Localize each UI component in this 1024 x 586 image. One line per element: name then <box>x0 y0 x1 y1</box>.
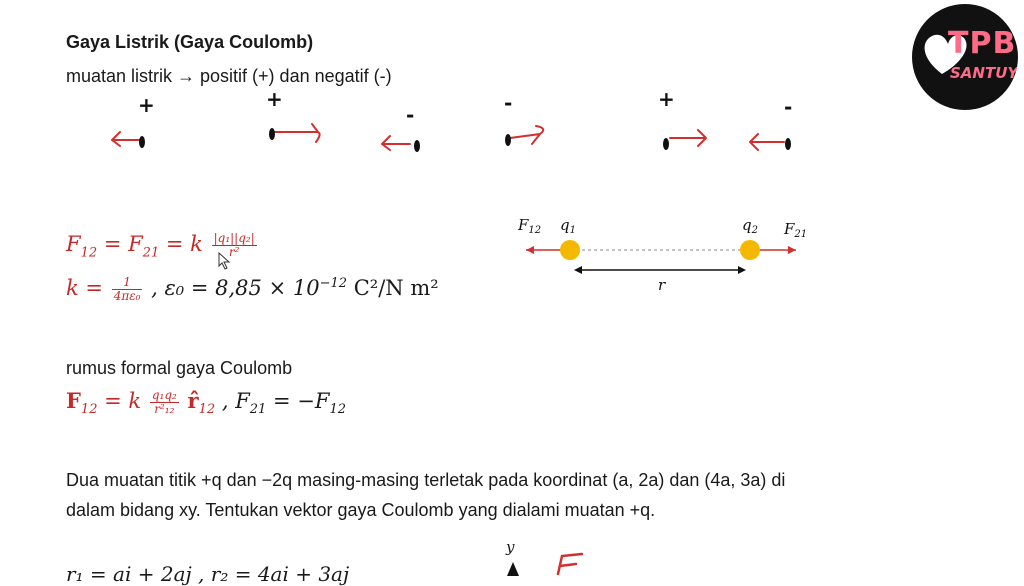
fraction-numerator: |q₁||q₂| <box>213 231 255 245</box>
arrow-left-2 <box>382 136 410 150</box>
charge-dot-6 <box>785 138 791 150</box>
problem-line-1: Dua muatan titik +q dan −2q masing-masing terletak pada koordinat (a, 2a) dan (4a, 3a) di <box>66 470 786 490</box>
charges-diagram <box>500 210 840 300</box>
arrow-left-1 <box>112 132 140 146</box>
fraction-denominator: r² <box>228 245 240 260</box>
vector-coulomb-formula: $F_{12} = k$ $\frac{\text{q₁q₂}}{\text{r²₁₂}}$ $r̂_{12}$ , $F_{21} = -F_{12}$ <box>66 387 347 418</box>
charge-dot-3 <box>414 140 420 152</box>
channel-logo: TPB SANTUY <box>912 4 1018 110</box>
charge-dot-5 <box>663 138 669 150</box>
charge-sign: + <box>138 93 155 117</box>
label-q1: $q_1$ <box>560 216 576 236</box>
page-title: Gaya Listrik (Gaya Coulomb) <box>66 32 314 52</box>
force-arrow-f21 <box>788 246 796 254</box>
charge-sign: - <box>504 92 513 115</box>
label-q2: $q_2$ <box>742 216 758 236</box>
charge-types-line: muatan listrik → positif (+) dan negatif (-) <box>66 66 392 86</box>
mouse-cursor-icon <box>218 252 232 270</box>
k-constant-formula: k = $\frac{1}{\text{4πε₀}}$ , $\varepsilon_0 = 8,85 \times 10^{-12}$ C²/N m² <box>66 275 439 304</box>
label-f21: $F_{21}$ <box>784 220 808 240</box>
force-arrow-f12 <box>526 246 534 254</box>
position-vectors-partial: r₁ = ai + 2aj , r₂ = 4ai + 3aj <box>66 562 350 586</box>
label-f12: $F_{12}$ <box>518 216 542 236</box>
charge-sign: - <box>406 103 415 127</box>
formal-label: rumus formal gaya Coulomb <box>66 358 293 378</box>
arrow-right-1 <box>272 124 320 142</box>
charge-sign: + <box>658 92 675 111</box>
problem-line-2: dalam bidang xy. Tentukan vektor gaya Coulomb yang dialami muatan +q. <box>66 500 656 520</box>
coulomb-formula: $F_{12} = F_{21} = k$ $\frac{\text{|q₁||q₂|}}{\text{r²}}$ <box>66 231 255 261</box>
charge-dot-4 <box>505 134 511 146</box>
arrow-right-2 <box>510 126 543 144</box>
charge-sign: + <box>266 92 283 111</box>
charge-sketches <box>100 92 820 162</box>
charge-q1 <box>560 240 580 260</box>
charge-dot-2 <box>269 128 275 140</box>
charge-sign: - <box>784 95 793 119</box>
charge-q2 <box>740 240 760 260</box>
handwritten-f-mark <box>552 552 602 576</box>
axis-y-arrow-icon <box>505 562 521 576</box>
arrow-left-3 <box>750 134 784 150</box>
label-r: r <box>658 276 666 294</box>
arrow-right-3 <box>670 130 706 146</box>
charge-dot-1 <box>139 136 145 148</box>
axis-y-label: y <box>506 538 515 556</box>
